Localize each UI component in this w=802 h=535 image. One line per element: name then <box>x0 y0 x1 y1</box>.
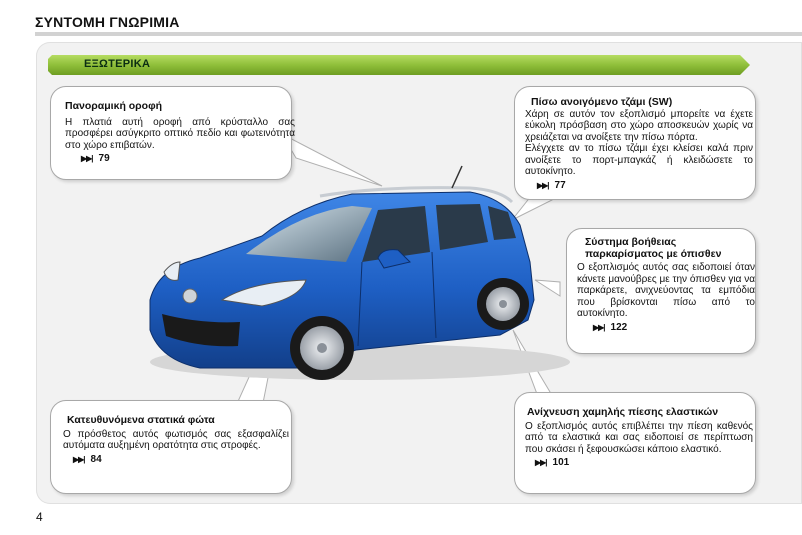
car-badge <box>183 289 197 303</box>
tyres-body: Ο εξοπλισμός αυτός επιβλέπει την πίεση καθενός από τα ελαστικά και σας ειδοποιεί σε περίπτωση που σκάσει ή ξεφουσκώσει κάποιο ελαστικό. <box>525 420 753 455</box>
car-rear-wheel <box>477 278 529 330</box>
callout-rear-window <box>514 86 756 200</box>
page-reference-icon: ▶▶| <box>535 458 547 467</box>
roof-page-ref[interactable]: ▶▶| 79 <box>81 153 110 164</box>
tyres-page-ref[interactable]: ▶▶| 101 <box>535 457 570 468</box>
section-label: ΕΞΩΤΕΡΙΚΑ <box>84 58 151 70</box>
parking-page-ref[interactable]: ▶▶| 122 <box>593 321 628 333</box>
callout-directional-lights <box>50 400 292 494</box>
car-antenna <box>452 166 462 188</box>
roof-title: Πανοραμική οροφή <box>65 100 163 112</box>
callout-tyre-pressure <box>514 392 756 494</box>
rear-window-body-1: Χάρη σε αυτόν τον εξοπλισμό μπορείτε να έχετε εύκολη πρόσβαση στο χώρο αποσκευών χωρίς να χρειάζεται να ανοίξετε την πίσω πόρτα. <box>525 108 753 143</box>
page-reference-icon: ▶▶| <box>593 322 605 332</box>
page-reference-icon: ▶▶| <box>81 154 93 163</box>
parking-title: Σύστημα βοήθειας παρκαρίσματος με όπισθεν <box>585 236 722 260</box>
tyres-title: Ανίχνευση χαμηλής πίεσης ελαστικών <box>527 406 719 418</box>
headlights-title: Κατευθυνόμενα στατικά φώτα <box>67 414 215 426</box>
callout-parking-assist <box>566 228 756 354</box>
page-number: 4 <box>36 510 43 524</box>
car-front-wheel <box>290 316 354 380</box>
headlights-page-ref[interactable]: ▶▶| 84 <box>73 453 102 465</box>
page-reference-icon: ▶▶| <box>537 180 549 190</box>
callout-panoramic-roof <box>50 86 295 180</box>
rear-window-page-ref[interactable]: ▶▶| 77 <box>537 179 566 191</box>
car-rear-door-window <box>436 204 488 250</box>
page-title: ΣΥΝΤΟΜΗ ΓΝΩΡΙΜΙΑ <box>35 14 180 30</box>
rear-window-body-2: Ελέγχετε αν το πίσω τζάμι έχει κλείσει καλά πριν ανοίξετε το πορτ-μπαγκάζ ή κλειδώσετε το αυτοκίνητο. <box>525 143 753 177</box>
headlights-body: Ο πρόσθετος αυτός φωτισμός σας εξασφαλίζει αυτόματα αυξημένη ορατότητα στις στροφές. <box>63 428 289 451</box>
parking-body: Ο εξοπλισμός αυτός σας ειδοποιεί όταν κάνετε μανούβρες με την όπισθεν για να παρκάρετε, ανιχνεύοντας τα εμπόδια που βρίσκονται πίσω από το αυτοκίνητο. <box>577 262 755 319</box>
roof-body: Η πλατιά αυτή οροφή από κρύσταλλο σας προσφέρει ασύγκριτο οπτικό πεδίο και φωτεινότητα στο χώρο επιβατών. <box>65 116 295 151</box>
page-reference-icon: ▶▶| <box>73 454 85 464</box>
rear-window-title: Πίσω ανοιγόμενο τζάμι (SW) <box>531 96 673 108</box>
